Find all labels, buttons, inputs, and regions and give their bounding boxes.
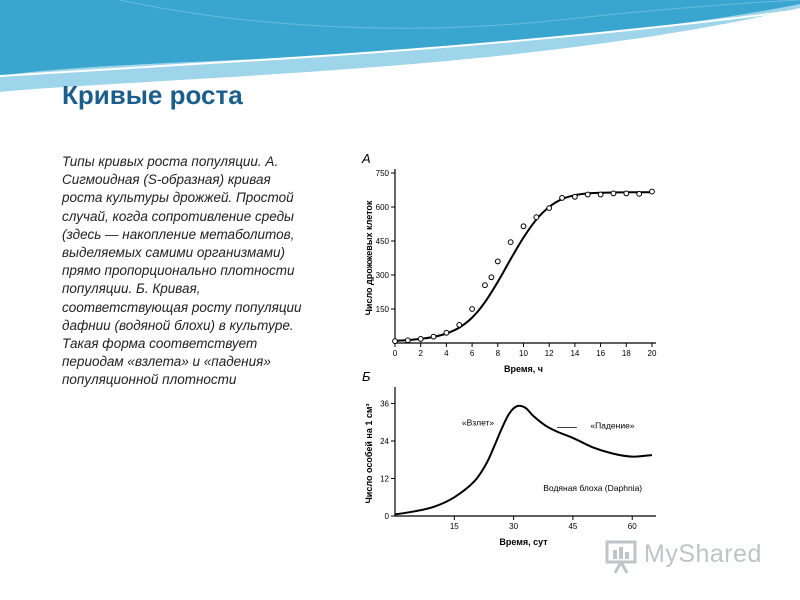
data-point — [547, 206, 552, 211]
data-point — [495, 259, 500, 264]
charts-svg — [350, 145, 722, 549]
x-tick-label: 16 — [596, 349, 606, 358]
y-tick-label: 0 — [384, 512, 389, 521]
data-point — [470, 307, 475, 312]
y-tick-label: 300 — [375, 271, 389, 280]
y-tick-label: 24 — [380, 437, 389, 446]
x-tick-label: 2 — [418, 349, 423, 358]
data-point — [508, 240, 513, 245]
y-tick-label: 36 — [380, 399, 389, 409]
annotation-label: «Взлет» — [461, 417, 495, 428]
x-tick-label: 8 — [495, 349, 501, 358]
data-point — [624, 191, 629, 196]
data-point — [489, 275, 494, 280]
x-tick-label: 14 — [570, 349, 580, 358]
data-point — [611, 191, 616, 196]
data-point — [521, 224, 526, 229]
annotation-label: «Падение» — [590, 420, 635, 431]
y-tick-label: 600 — [375, 203, 389, 212]
data-point — [534, 215, 539, 220]
panel-label: А — [362, 151, 371, 166]
y-tick-label: 150 — [375, 305, 389, 314]
x-axis-label: Время, ч — [503, 364, 544, 374]
y-axis-label: Число особей на 1 см³ — [364, 403, 374, 504]
x-tick-label: 12 — [544, 349, 554, 358]
data-point — [405, 338, 410, 343]
data-point — [457, 322, 462, 327]
data-point — [585, 192, 590, 197]
x-tick-label: 10 — [519, 349, 528, 358]
x-tick-label: 4 — [444, 349, 449, 358]
data-point — [650, 189, 655, 194]
x-axis-label: Время, сут — [499, 537, 548, 547]
growth-curve — [395, 192, 652, 340]
y-tick-label: 750 — [375, 169, 389, 178]
x-tick-label: 30 — [509, 522, 519, 531]
data-point — [573, 194, 578, 199]
data-point — [560, 196, 565, 201]
y-axis-label: Число дрожжевых клеток — [364, 200, 374, 316]
x-tick-label: 60 — [627, 522, 637, 531]
logo-text: MyShared — [644, 540, 762, 568]
y-tick-label: 12 — [380, 474, 389, 484]
x-tick-label: 45 — [568, 522, 578, 531]
x-tick-label: 15 — [449, 522, 459, 531]
x-tick-label: 20 — [647, 349, 657, 358]
annotation-label: Водяная блоха (Daphnia) — [543, 483, 643, 493]
data-point — [418, 337, 423, 342]
slide-title: Кривые роста — [62, 80, 243, 110]
data-point — [444, 330, 449, 335]
growth-curves-figure — [350, 145, 722, 549]
y-tick-label: 450 — [375, 237, 389, 246]
data-point — [393, 339, 398, 344]
data-point — [483, 283, 488, 288]
x-tick-label: 0 — [392, 349, 398, 358]
data-point — [431, 334, 436, 339]
data-point — [598, 192, 603, 197]
figure-caption: Типы кривых роста популяции. А. Сигмоидная (S-образная) кривая роста культуры дрожжей. Простой случай, когда сопротивление среды (здесь — накопление метаболитов, выделяемых самими организмами) прямо пропорционально плотности популяции. Б. Кривая, соответствующая росту популяции дафнии (водяной блохи) в культуре. Такая форма соответствует периодам «взлета» и «падения» популяционной плотности — [62, 154, 302, 388]
x-tick-label: 6 — [469, 349, 475, 358]
panel-label: Б — [362, 369, 371, 384]
x-tick-label: 18 — [621, 349, 631, 358]
data-point — [637, 191, 642, 196]
